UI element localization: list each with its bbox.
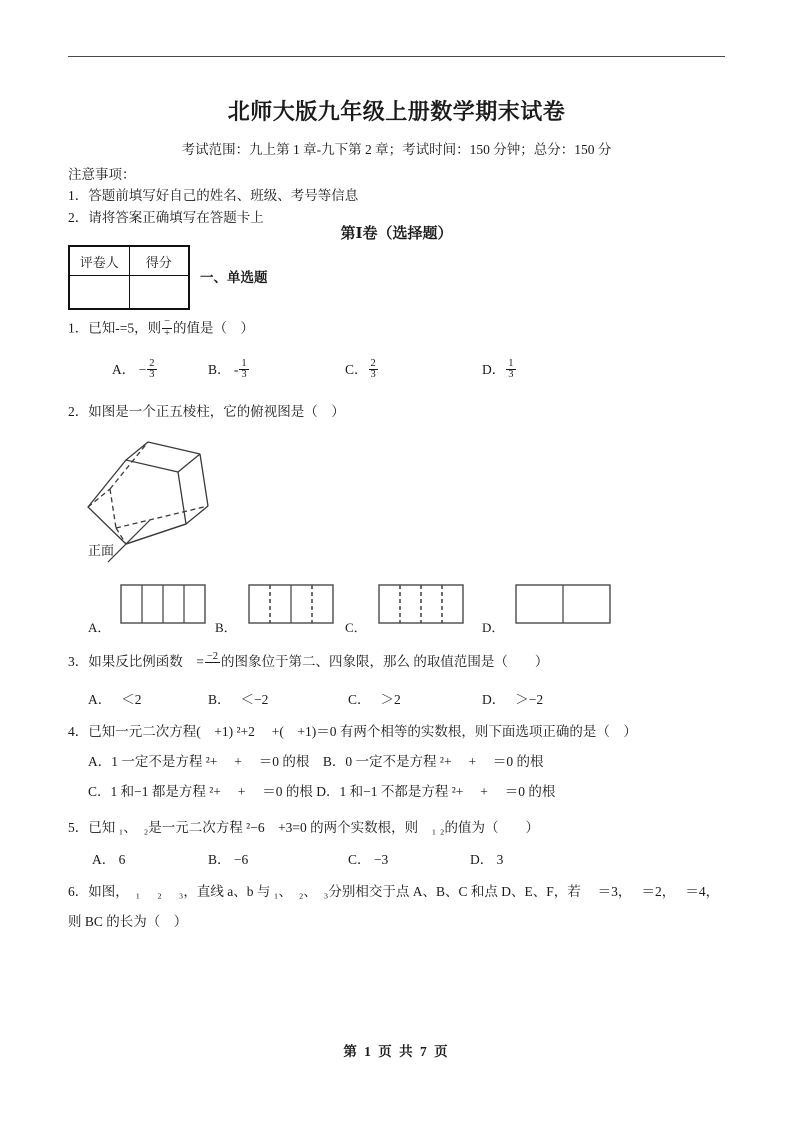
note-item-2: 2．请将答案正确填写在答题卡上 [68,210,264,225]
question-3-number: 3． [68,654,89,669]
question-5-option-c[interactable] [348,848,388,868]
q3-option-b-text: ＜−2 [240,692,269,707]
question-5-number: 5． [68,820,89,835]
question-3-option-c[interactable] [348,688,401,708]
question-2-option-d-shape[interactable] [515,584,611,624]
front-view-label: 正面 [88,543,115,558]
note-item-1: 1．答题前填写好自己的姓名、班级、考号等信息 [68,188,359,203]
exam-subtitle: 考试范围：九上第 1 章-九下第 2 章；考试时间：150 分钟；总分：150 分 [181,142,612,157]
q5-option-c-text: −3 [373,852,389,867]
question-4-option-row-1[interactable]: A．1 一定不是方程 ²+ + ＝0 的根 B．0 一定不是方程 ²+ + ＝0 的根 [88,754,544,769]
q3-option-a-text: ＜2 [121,692,142,707]
question-2-stem [68,402,345,423]
option-d-fraction [506,359,515,381]
table-row [69,276,189,310]
question-6-stem-line-1 [68,882,719,903]
question-6-number: 6． [68,884,89,899]
header-rule [68,56,725,57]
question-5-option-d[interactable] [470,848,503,868]
score-table [68,245,190,310]
question-4-number: 4． [68,724,89,739]
question-2-option-b-label: B． [215,620,237,635]
question-3-stem-pre: 如果反比例函数 = [88,654,204,669]
q3-option-c-label: C． [348,692,371,707]
question-3-stem-post: 的图象位于第二、四象限，那么 的取值范围是（ ） [221,654,549,669]
option-d-label: D． [482,362,506,377]
option-c-label: C． [345,362,368,377]
question-1-fraction-denominator: + [164,327,171,339]
question-2-number: 2． [68,404,89,419]
question-2-stem-text: 如图是一个正五棱柱，它的俯视图是（ ） [88,404,345,419]
option-b-label: B． [208,362,231,377]
option-a-fraction [147,359,156,381]
question-2-option-a-label: A． [88,620,111,635]
question-5-option-b[interactable] [208,848,248,868]
question-2-option-d-label: D． [482,620,505,635]
score-value-cell[interactable] [129,276,189,310]
question-1-option-a[interactable] [112,358,158,382]
question-1-stem-pre: 已知-=5，则 [88,320,162,336]
option-c-numerator: 2 [370,357,376,369]
page-title: 北师大版九年级上册数学期末试卷 [227,99,566,124]
option-c-fraction [369,359,378,381]
question-6-stem-text-1: 如图， ₁ ₂ ₃，直线 a、b 与 ₁、 ₂、 ₃分别相交于点 A、B、C 和点 D、E、F，若 ＝3， ＝2， ＝4， [88,884,720,899]
q3-option-d-label: D． [482,692,506,707]
question-3-stem [68,652,548,673]
score-header-cell: 得分 [129,246,189,276]
question-2-option-a-shape[interactable] [120,584,206,624]
question-2-option-b-shape[interactable] [248,584,334,624]
question-4-stem [68,722,637,743]
question-6-stem-line-2: 则 BC 的长为（ ） [68,914,188,929]
question-2-option-c-shape[interactable] [378,584,464,624]
question-5-option-a[interactable] [92,848,125,868]
notes-heading: 注意事项： [68,167,136,182]
question-5-stem [68,818,539,839]
question-1-fraction-numerator: − [164,316,171,327]
question-3-option-b[interactable] [208,688,268,708]
option-d-numerator: 1 [508,357,514,369]
q5-option-d-label: D． [470,852,494,867]
q5-option-d-text: 3 [496,852,504,867]
question-4-stem-text: 已知一元二次方程( +1) ²+2 +( +1)＝0 有两个相等的实数根，则下面选项正确的是（ ） [88,724,637,739]
q5-option-a-label: A． [92,852,116,867]
option-a-numerator: 2 [149,357,155,369]
question-3-fraction [205,652,220,673]
question-1-option-b[interactable] [208,358,250,382]
question-2-option-c-label: C． [345,620,367,635]
q3-option-d-text: ＞−2 [515,692,544,707]
option-b-denominator: 3 [241,369,247,381]
option-b-sign: - [233,362,239,377]
option-a-sign: − [138,362,147,377]
option-a-label: A． [112,362,136,377]
option-b-numerator: 1 [241,357,247,369]
question-3-fraction-numerator: −2 [206,650,219,662]
q3-option-b-label: B． [208,692,231,707]
question-3-option-d[interactable] [482,688,543,708]
q5-option-a-text: 6 [118,852,126,867]
option-a-denominator: 3 [149,369,155,381]
q5-option-c-label: C． [348,852,371,867]
option-d-denominator: 3 [508,369,514,381]
q3-option-a-label: A． [88,692,112,707]
q3-option-c-text: ＞2 [380,692,401,707]
question-1-fraction [162,317,172,339]
question-1-number: 1． [68,320,89,336]
q5-option-b-text: −6 [233,852,249,867]
option-c-denominator: 3 [370,369,376,381]
question-4-option-row-2[interactable]: C．1 和−1 都是方程 ²+ + ＝0 的根 D．1 和−1 不都是方程 ²+ + ＝0 的根 [88,784,556,799]
grader-value-cell[interactable] [69,276,129,310]
question-1-stem-post: 的值是（ ） [173,320,255,336]
question-1-option-c[interactable] [345,358,379,382]
question-1-stem [68,318,254,340]
section-heading-single-choice: 一、单选题 [200,270,268,285]
table-row-header [69,246,189,276]
part-one-header: 第Ⅰ卷（选择题） [340,226,453,242]
question-3-fraction-denominator [205,662,220,672]
q5-option-b-label: B． [208,852,231,867]
option-b-fraction [239,359,248,381]
grader-header-cell: 评卷人 [69,246,129,276]
question-3-option-a[interactable] [88,688,142,708]
page-footer: 第 1 页 共 7 页 [343,1044,450,1059]
question-5-stem-text: 已知 ₁、 ₂是一元二次方程 ²−6 +3=0 的两个实数根，则 ₁ ₂的值为（ ） [88,820,539,835]
question-1-option-d[interactable] [482,358,517,382]
